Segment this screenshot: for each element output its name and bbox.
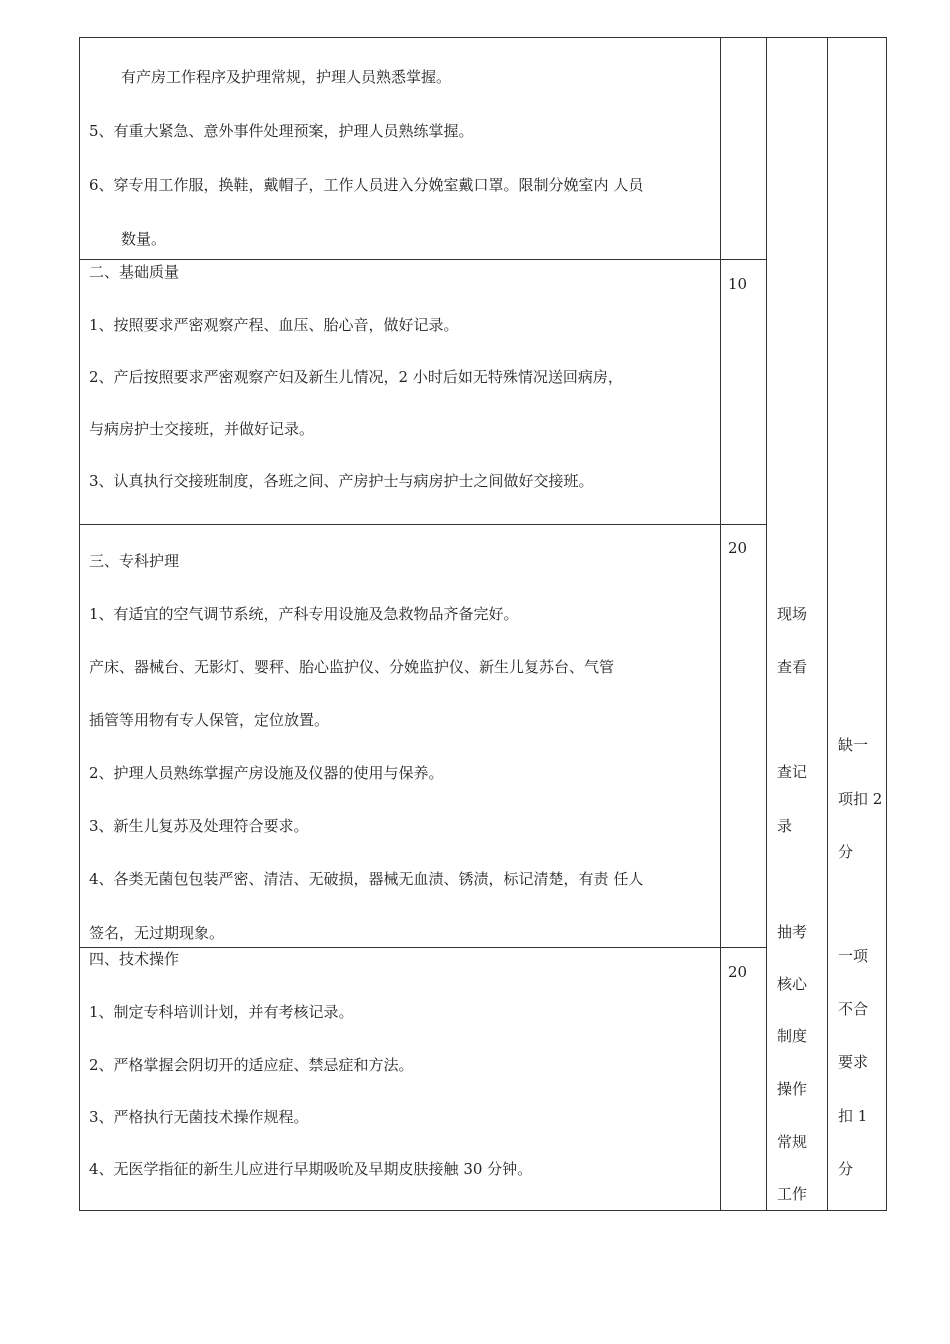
deduction-text: 分 <box>838 843 854 861</box>
section-2-line: 2、产后按照要求严密观察产妇及新生儿情况，2 小时后如无特殊情况送回病房， <box>89 368 623 386</box>
method-text: 现场 <box>777 605 808 623</box>
section-1-line: 有产房工作程序及护理常规，护理人员熟悉掌握。 <box>121 68 452 86</box>
section-3-line: 4、各类无菌包包装严密、清洁、无破损，器械无血渍、锈渍，标记清楚，有责 任人 <box>89 870 644 888</box>
method-text: 查记 <box>777 763 808 781</box>
deduction-text: 项扣 2 <box>838 790 883 808</box>
column-divider-method <box>827 38 828 1210</box>
section-1-line: 数量。 <box>121 230 167 248</box>
deduction-text: 要求 <box>838 1053 869 1071</box>
row-divider <box>80 947 767 948</box>
section-3-line: 产床、器械台、无影灯、婴秤、胎心监护仪、分娩监护仪、新生儿复苏台、气管 <box>89 658 615 676</box>
row-divider <box>80 259 767 260</box>
section-4-line: 1、制定专科培训计划，并有考核记录。 <box>89 1003 354 1021</box>
deduction-text: 不合 <box>838 1000 869 1018</box>
section-2-line: 3、认真执行交接班制度，各班之间、产房护士与病房护士之间做好交接班。 <box>89 472 594 490</box>
method-text: 抽考 <box>777 923 808 941</box>
section-4-line: 3、严格执行无菌技术操作规程。 <box>89 1108 309 1126</box>
method-text: 常规 <box>777 1133 808 1151</box>
deduction-text: 缺一 <box>838 736 869 754</box>
deduction-text: 一项 <box>838 947 869 965</box>
method-text: 核心 <box>777 975 808 993</box>
section-4-line: 4、无医学指征的新生儿应进行早期吸吮及早期皮肤接触 30 分钟。 <box>89 1160 533 1178</box>
section-1-line: 6、穿专用工作服，换鞋，戴帽子，工作人员进入分娩室戴口罩。限制分娩室内 人员 <box>89 176 644 194</box>
method-text: 查看 <box>777 658 808 676</box>
section-1-line: 5、有重大紧急、意外事件处理预案，护理人员熟练掌握。 <box>89 122 474 140</box>
section-4-score: 20 <box>728 963 748 981</box>
row-divider <box>80 524 767 525</box>
method-text: 录 <box>777 817 793 835</box>
section-3-line: 插管等用物有专人保管，定位放置。 <box>89 711 330 729</box>
section-2-score: 10 <box>728 275 748 293</box>
section-3-line: 1、有适宜的空气调节系统，产科专用设施及急救物品齐备完好。 <box>89 605 519 623</box>
section-3-line: 3、新生儿复苏及处理符合要求。 <box>89 817 309 835</box>
section-3-line: 2、护理人员熟练掌握产房设施及仪器的使用与保养。 <box>89 764 444 782</box>
method-text: 操作 <box>777 1080 808 1098</box>
deduction-text: 分 <box>838 1160 854 1178</box>
section-2-line: 1、按照要求严密观察产程、血压、胎心音，做好记录。 <box>89 316 459 334</box>
section-2-line: 与病房护士交接班，并做好记录。 <box>89 420 315 438</box>
section-3-heading: 三、专科护理 <box>89 552 180 570</box>
evaluation-table <box>79 37 887 1211</box>
column-divider-content <box>720 38 721 1210</box>
method-text: 工作 <box>777 1185 808 1203</box>
section-4-line: 2、严格掌握会阴切开的适应症、禁忌症和方法。 <box>89 1056 414 1074</box>
section-4-heading: 四、技术操作 <box>89 950 180 968</box>
method-text: 制度 <box>777 1027 808 1045</box>
section-3-score: 20 <box>728 539 748 557</box>
deduction-text: 扣 1 <box>838 1107 868 1125</box>
column-divider-score <box>766 38 767 1210</box>
section-3-line: 签名，无过期现象。 <box>89 924 225 942</box>
section-2-heading: 二、基础质量 <box>89 263 180 281</box>
